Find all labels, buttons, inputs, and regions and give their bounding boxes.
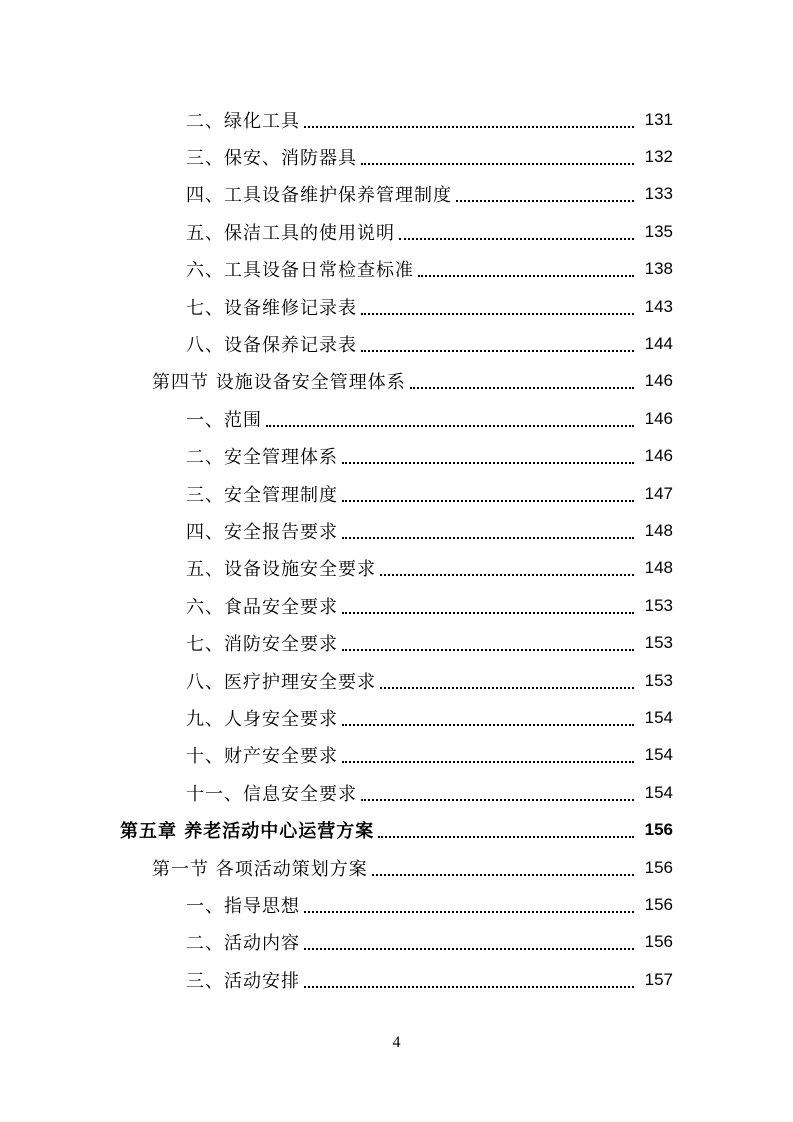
toc-entry[interactable] [0, 213, 793, 250]
toc-dot-leader [304, 108, 634, 128]
toc-entry-title: 九、人身安全要求 [186, 708, 338, 730]
toc-dot-leader [304, 893, 634, 913]
toc-entry-page: 146 [644, 408, 673, 428]
toc-entry-title: 二、安全管理体系 [186, 447, 338, 469]
toc-entry-page: 153 [644, 670, 673, 690]
toc-dot-leader [410, 369, 634, 389]
toc-dot-leader [361, 145, 634, 165]
toc-entry[interactable] [0, 438, 793, 475]
toc-entry-title: 二、绿化工具 [186, 110, 300, 132]
toc-entry-page: 154 [644, 707, 673, 727]
toc-entry-page: 135 [644, 221, 673, 241]
toc-entry[interactable] [0, 550, 793, 587]
toc-section-entry[interactable] [0, 363, 793, 400]
toc-dot-leader [361, 295, 634, 315]
toc-entry-title: 第四节 设施设备安全管理体系 [152, 372, 406, 394]
toc-entry-title: 十一、信息安全要求 [186, 783, 357, 805]
toc-entry-page: 156 [644, 820, 673, 840]
toc-entry-page: 143 [644, 296, 673, 316]
toc-entry-title: 二、活动内容 [186, 933, 300, 955]
toc-entry-title: 六、食品安全要求 [186, 596, 338, 618]
toc-entry-title: 一、范围 [186, 409, 262, 431]
toc-entry-page: 138 [644, 259, 673, 279]
toc-dot-leader [304, 968, 634, 988]
toc-dot-leader [304, 930, 634, 950]
toc-entry-title: 七、消防安全要求 [186, 634, 338, 656]
toc-chapter-entry[interactable] [0, 811, 793, 848]
toc-entry[interactable] [0, 961, 793, 998]
toc-entry-title: 四、工具设备维护保养管理制度 [186, 185, 452, 207]
toc-dot-leader [342, 444, 634, 464]
toc-entry-title: 三、保安、消防器具 [186, 148, 357, 170]
toc-entry-title: 第一节 各项活动策划方案 [152, 858, 368, 880]
toc-entry-title: 六、工具设备日常检查标准 [186, 260, 414, 282]
toc-entry-title: 一、指导思想 [186, 895, 300, 917]
toc-entry-page: 156 [644, 857, 673, 877]
toc-entry[interactable] [0, 176, 793, 213]
toc-dot-leader [418, 257, 634, 277]
toc-dot-leader [342, 631, 634, 651]
toc-dot-leader [361, 332, 634, 352]
toc-dot-leader [380, 669, 634, 689]
table-of-contents [0, 101, 793, 998]
toc-dot-leader [372, 856, 634, 876]
toc-entry[interactable] [0, 737, 793, 774]
toc-entry[interactable] [0, 512, 793, 549]
toc-dot-leader [342, 743, 634, 763]
toc-entry[interactable] [0, 886, 793, 923]
toc-entry-title: 五、保洁工具的使用说明 [186, 222, 395, 244]
toc-entry[interactable] [0, 251, 793, 288]
toc-entry[interactable] [0, 924, 793, 961]
toc-dot-leader [342, 519, 634, 539]
toc-entry-page: 131 [644, 109, 673, 129]
toc-entry[interactable] [0, 475, 793, 512]
toc-entry-page: 148 [644, 520, 673, 540]
toc-section-entry[interactable] [0, 849, 793, 886]
toc-entry-page: 156 [644, 894, 673, 914]
toc-dot-leader [456, 182, 634, 202]
toc-entry-page: 157 [644, 969, 673, 989]
toc-entry[interactable] [0, 699, 793, 736]
toc-entry[interactable] [0, 400, 793, 437]
toc-entry-title: 七、设备维修记录表 [186, 297, 357, 319]
toc-dot-leader [342, 482, 634, 502]
toc-entry[interactable] [0, 774, 793, 811]
toc-entry-page: 154 [644, 745, 673, 765]
toc-dot-leader [378, 818, 634, 838]
toc-entry-page: 156 [644, 932, 673, 952]
toc-entry-title: 八、医疗护理安全要求 [186, 671, 376, 693]
toc-entry-page: 132 [644, 147, 673, 167]
toc-entry[interactable] [0, 288, 793, 325]
toc-dot-leader [266, 407, 634, 427]
toc-entry-title: 第五章 养老活动中心运营方案 [120, 821, 375, 843]
page-number: 4 [392, 1034, 401, 1051]
toc-entry-page: 153 [644, 633, 673, 653]
toc-entry-title: 三、活动安排 [186, 970, 300, 992]
toc-entry-page: 146 [644, 446, 673, 466]
toc-dot-leader [380, 556, 634, 576]
toc-entry[interactable] [0, 325, 793, 362]
toc-dot-leader [399, 220, 634, 240]
toc-entry-page: 153 [644, 595, 673, 615]
toc-entry-title: 十、财产安全要求 [186, 746, 338, 768]
toc-entry[interactable] [0, 138, 793, 175]
toc-entry[interactable] [0, 587, 793, 624]
toc-entry[interactable] [0, 101, 793, 138]
toc-entry-title: 五、设备设施安全要求 [186, 559, 376, 581]
toc-dot-leader [342, 706, 634, 726]
toc-entry-title: 四、安全报告要求 [186, 521, 338, 543]
toc-entry[interactable] [0, 662, 793, 699]
toc-entry-page: 146 [644, 371, 673, 391]
toc-entry-page: 148 [644, 558, 673, 578]
toc-entry-page: 147 [644, 483, 673, 503]
toc-entry-page: 154 [644, 782, 673, 802]
toc-entry-page: 144 [644, 334, 673, 354]
toc-entry[interactable] [0, 624, 793, 661]
toc-entry-title: 三、安全管理制度 [186, 484, 338, 506]
toc-entry-page: 133 [644, 184, 673, 204]
toc-dot-leader [361, 781, 634, 801]
toc-dot-leader [342, 594, 634, 614]
toc-entry-title: 八、设备保养记录表 [186, 335, 357, 357]
